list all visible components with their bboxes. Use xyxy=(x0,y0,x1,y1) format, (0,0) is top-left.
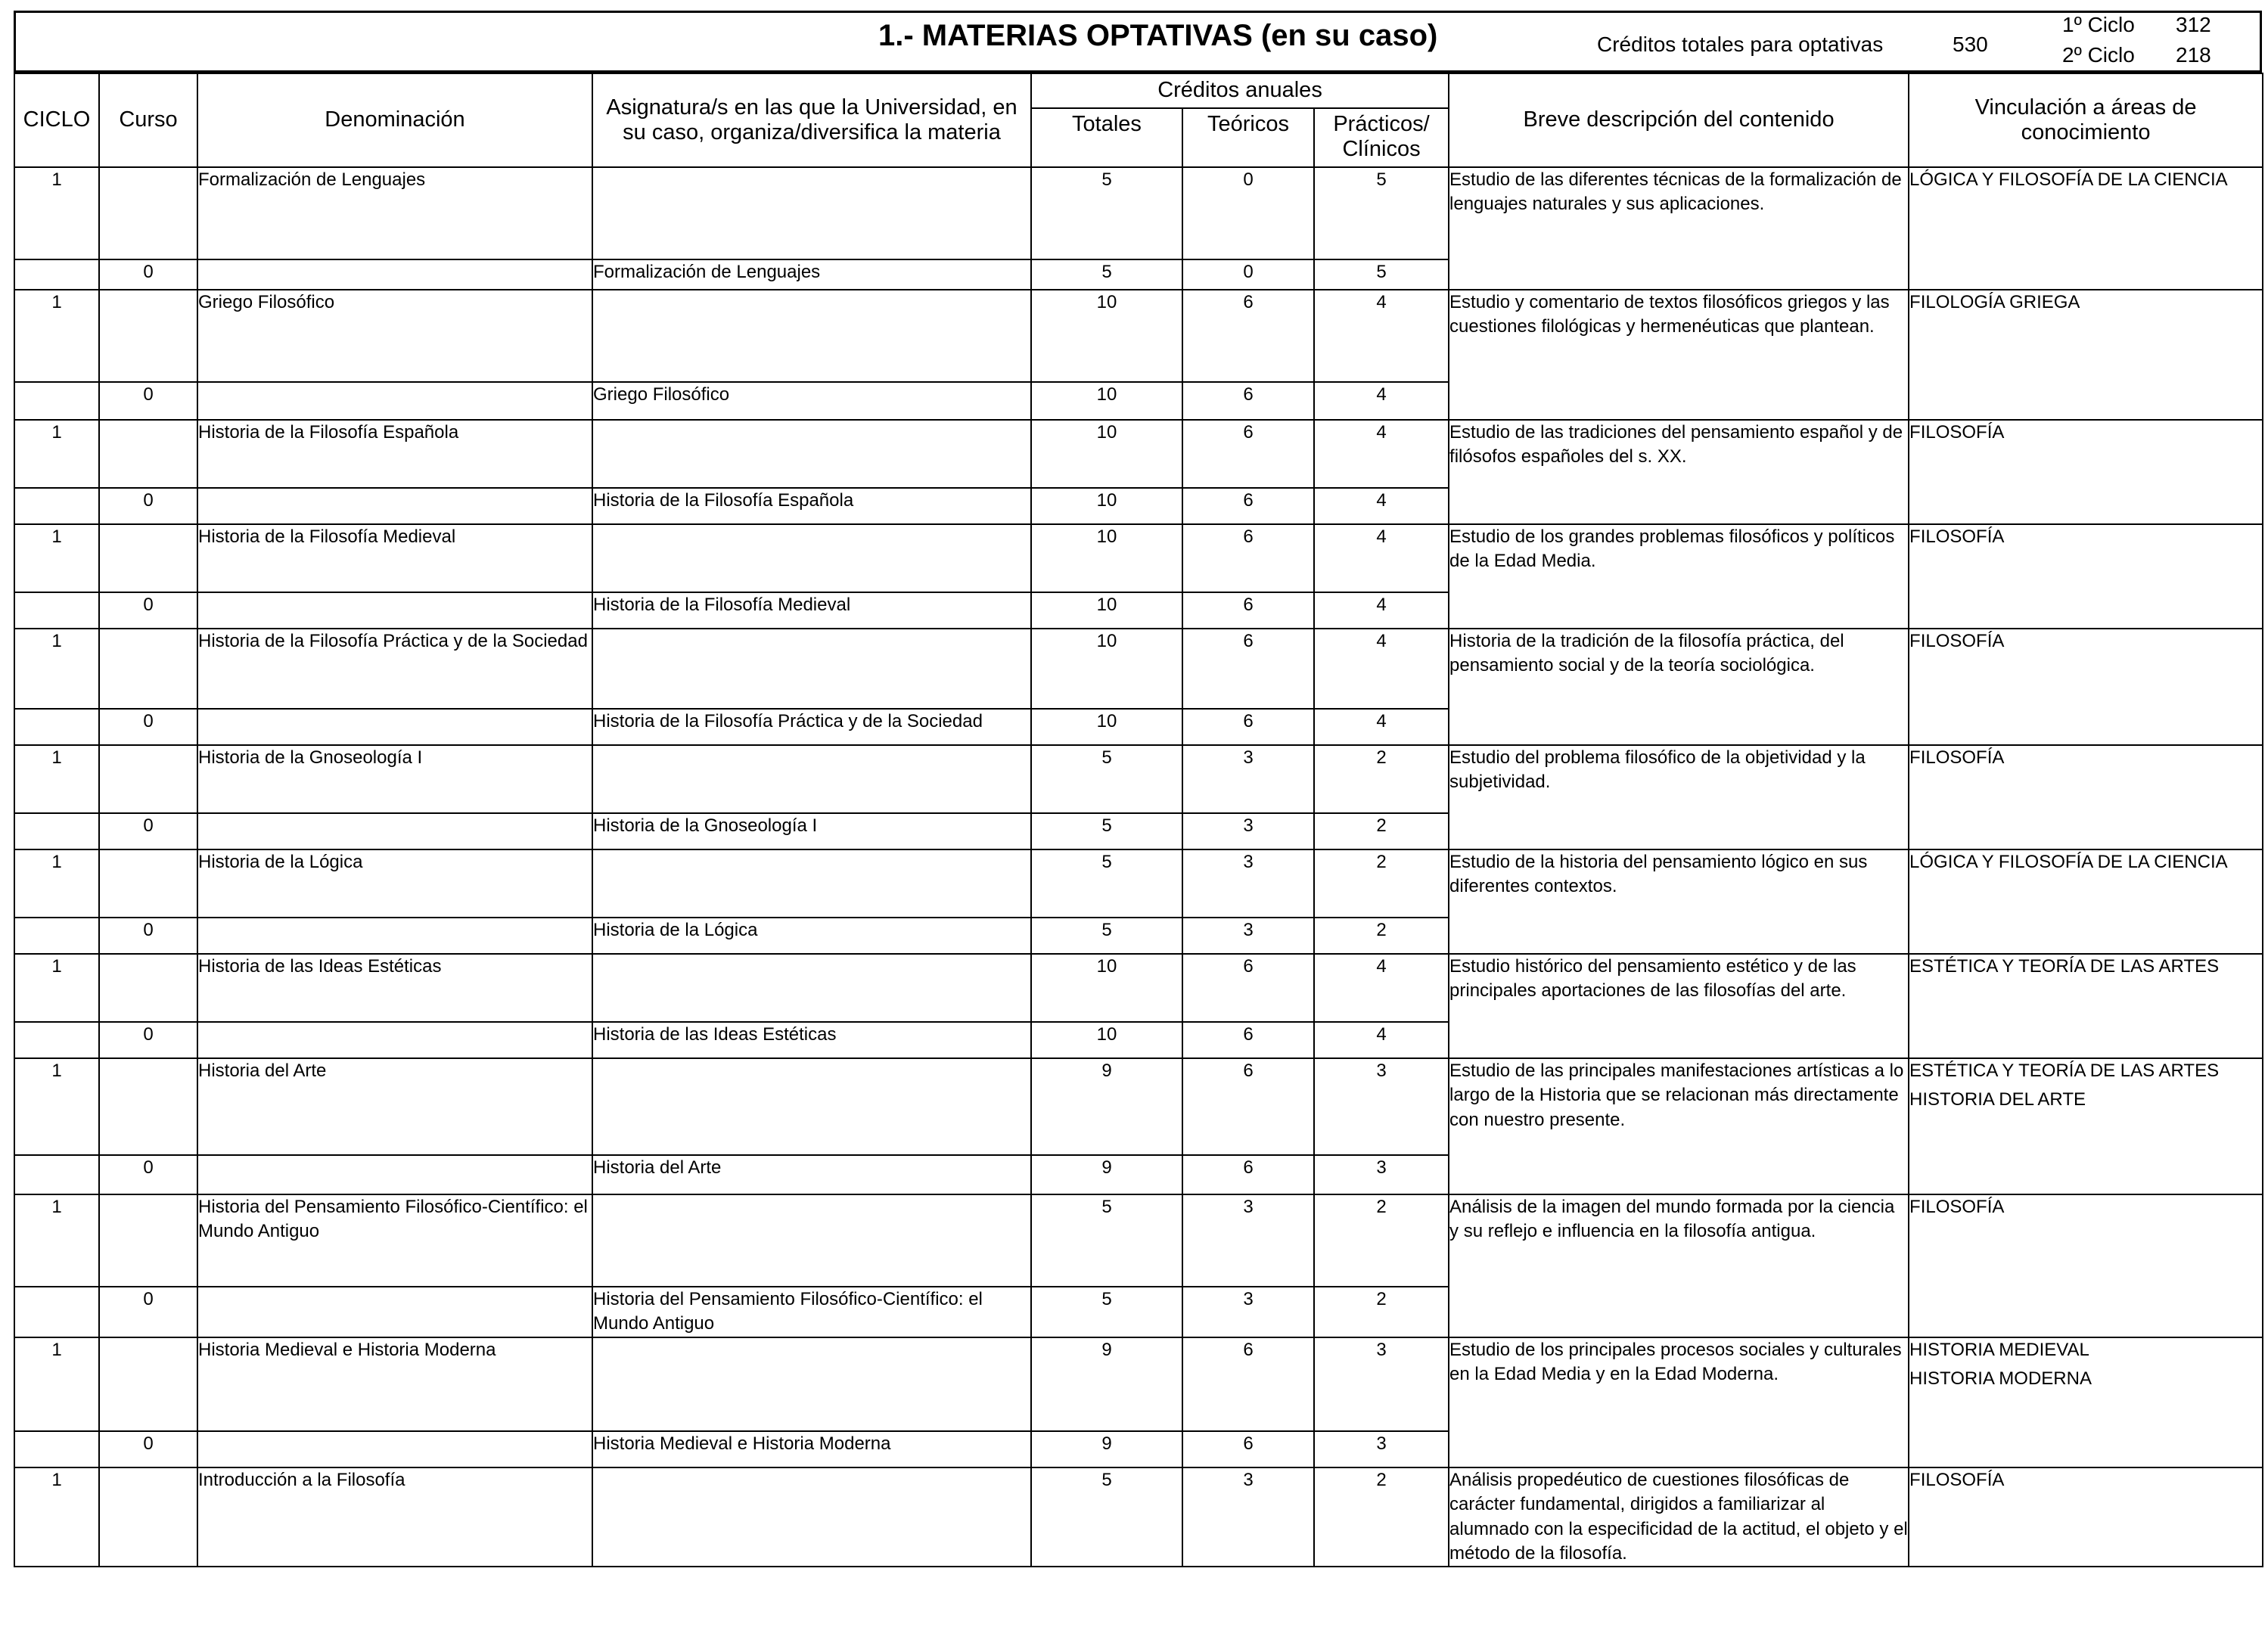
cell-totales: 10 xyxy=(1031,524,1182,592)
cell-sub-teoricos: 6 xyxy=(1182,1022,1314,1058)
cell-curso: 0 xyxy=(99,918,197,954)
cell-totales: 9 xyxy=(1031,1058,1182,1155)
cell-denominacion: Historia de la Filosofía Española xyxy=(197,420,592,488)
cell-ciclo: 1 xyxy=(14,420,99,488)
cell-curso: 0 xyxy=(99,1287,197,1337)
cell-sub-totales: 5 xyxy=(1031,1287,1182,1337)
table-row xyxy=(14,167,2263,259)
cell-curso-empty xyxy=(99,849,197,918)
cell-asignatura-empty xyxy=(592,1058,1031,1155)
cell-denominacion: Formalización de Lenguajes xyxy=(197,167,592,259)
area-name: FILOSOFÍA xyxy=(1909,631,2005,651)
cell-denominacion: Historia de la Gnoseología I xyxy=(197,745,592,813)
cell-sub-totales: 9 xyxy=(1031,1155,1182,1194)
cell-curso-empty xyxy=(99,1194,197,1287)
cell-curso: 0 xyxy=(99,488,197,524)
cell-descripcion: Análisis propedéutico de cuestiones filosóficas de carácter fundamental, dirigidos a familiarizar al alumnado con la especificidad de la actitud, el objeto y el método de la filosofía. xyxy=(1449,1467,1909,1567)
cell-denominacion-empty xyxy=(197,1155,592,1194)
cell-curso: 0 xyxy=(99,382,197,420)
cell-curso-empty xyxy=(99,629,197,709)
cell-ciclo-empty xyxy=(14,918,99,954)
ciclo1-value: 312 xyxy=(2176,13,2211,36)
cell-asignatura: Formalización de Lenguajes xyxy=(592,259,1031,290)
cell-vinculacion xyxy=(1909,1058,2263,1194)
cell-denominacion: Historia del Arte xyxy=(197,1058,592,1155)
cell-curso: 0 xyxy=(99,1155,197,1194)
cell-sub-practicos: 4 xyxy=(1314,382,1449,420)
cell-denominacion: Historia Medieval e Historia Moderna xyxy=(197,1337,592,1431)
cell-practicos: 4 xyxy=(1314,629,1449,709)
cell-vinculacion xyxy=(1909,629,2263,745)
cell-denominacion-empty xyxy=(197,1431,592,1467)
cell-vinculacion xyxy=(1909,290,2263,420)
cell-curso: 0 xyxy=(99,1022,197,1058)
cell-ciclo-empty xyxy=(14,259,99,290)
cell-descripcion: Estudio de las tradiciones del pensamiento español y de filósofos españoles del s. XX. xyxy=(1449,420,1909,524)
cell-sub-teoricos: 0 xyxy=(1182,259,1314,290)
cell-descripcion: Estudio del problema filosófico de la objetividad y la subjetividad. xyxy=(1449,745,1909,849)
table-row xyxy=(14,1467,2263,1567)
header-band xyxy=(14,11,2262,73)
cell-ciclo: 1 xyxy=(14,1058,99,1155)
cell-curso-empty xyxy=(99,1058,197,1155)
cell-curso-empty xyxy=(99,1337,197,1431)
cell-sub-practicos: 4 xyxy=(1314,488,1449,524)
ciclo1-label: 1º Ciclo xyxy=(2062,13,2135,36)
cell-denominacion-empty xyxy=(197,813,592,849)
cell-vinculacion xyxy=(1909,849,2263,954)
cell-totales: 5 xyxy=(1031,745,1182,813)
cell-denominacion-empty xyxy=(197,259,592,290)
area-name: FILOSOFÍA xyxy=(1909,1197,2005,1217)
cell-sub-totales: 9 xyxy=(1031,1431,1182,1467)
cell-descripcion: Análisis de la imagen del mundo formada por la ciencia y su reflejo e influencia en la filosofía antigua. xyxy=(1449,1194,1909,1337)
cell-teoricos: 3 xyxy=(1182,745,1314,813)
cell-asignatura: Griego Filosófico xyxy=(592,382,1031,420)
area-name: FILOSOFÍA xyxy=(1909,1469,2005,1490)
cell-vinculacion xyxy=(1909,954,2263,1058)
cell-curso-empty xyxy=(99,745,197,813)
creditos-totales-value: 530 xyxy=(1953,33,1988,56)
cell-asignatura-empty xyxy=(592,524,1031,592)
table-row xyxy=(14,524,2263,592)
cell-asignatura-empty xyxy=(592,954,1031,1022)
area-name: FILOSOFÍA xyxy=(1909,526,2005,547)
cell-curso-empty xyxy=(99,420,197,488)
cell-ciclo: 1 xyxy=(14,167,99,259)
ciclo2-label: 2º Ciclo xyxy=(2062,43,2135,67)
area-name: HISTORIA MEDIEVAL xyxy=(1909,1339,2089,1360)
cell-totales: 10 xyxy=(1031,629,1182,709)
area-name: FILOLOGÍA GRIEGA xyxy=(1909,292,2080,312)
cell-curso: 0 xyxy=(99,709,197,745)
cell-vinculacion xyxy=(1909,167,2263,290)
cell-asignatura: Historia Medieval e Historia Moderna xyxy=(592,1431,1031,1467)
cell-sub-teoricos: 6 xyxy=(1182,382,1314,420)
cell-asignatura-empty xyxy=(592,1337,1031,1431)
cell-ciclo: 1 xyxy=(14,1467,99,1567)
cell-denominacion-empty xyxy=(197,1287,592,1337)
cell-asignatura-empty xyxy=(592,1194,1031,1287)
cell-curso: 0 xyxy=(99,1431,197,1467)
col-asignatura: Asignatura/s en las que la Universidad, en su caso, organiza/diversifica la materia xyxy=(592,73,1031,167)
cell-practicos: 3 xyxy=(1314,1058,1449,1155)
cell-descripcion: Historia de la tradición de la filosofía práctica, del pensamiento social y de la teoría sociológica. xyxy=(1449,629,1909,745)
cell-sub-practicos: 4 xyxy=(1314,1022,1449,1058)
cell-sub-totales: 10 xyxy=(1031,709,1182,745)
cell-asignatura: Historia de la Filosofía Práctica y de la Sociedad xyxy=(592,709,1031,745)
cell-practicos: 4 xyxy=(1314,420,1449,488)
cell-descripcion: Estudio y comentario de textos filosóficos griegos y las cuestiones filológicas y hermenéuticas que plantean. xyxy=(1449,290,1909,420)
cell-curso-empty xyxy=(99,524,197,592)
cell-totales: 10 xyxy=(1031,290,1182,382)
table-row xyxy=(14,849,2263,918)
col-ciclo: CICLO xyxy=(14,73,99,167)
cell-teoricos: 3 xyxy=(1182,849,1314,918)
cell-practicos: 2 xyxy=(1314,1194,1449,1287)
cell-teoricos: 6 xyxy=(1182,524,1314,592)
cell-practicos: 3 xyxy=(1314,1337,1449,1431)
table-row xyxy=(14,1194,2263,1287)
cell-teoricos: 6 xyxy=(1182,954,1314,1022)
cell-asignatura-empty xyxy=(592,629,1031,709)
table-row xyxy=(14,954,2263,1022)
cell-teoricos: 0 xyxy=(1182,167,1314,259)
cell-ciclo: 1 xyxy=(14,1194,99,1287)
cell-sub-teoricos: 3 xyxy=(1182,813,1314,849)
cell-descripcion: Estudio de las principales manifestaciones artísticas a lo largo de la Historia que se relacionan más directamente con nuestro presente. xyxy=(1449,1058,1909,1194)
cell-teoricos: 3 xyxy=(1182,1467,1314,1567)
cell-asignatura: Historia del Arte xyxy=(592,1155,1031,1194)
cell-sub-totales: 10 xyxy=(1031,1022,1182,1058)
area-name: ESTÉTICA Y TEORÍA DE LAS ARTES xyxy=(1909,956,2220,977)
cell-curso-empty xyxy=(99,954,197,1022)
col-vinculacion: Vinculación a áreas de conocimiento xyxy=(1909,73,2263,167)
cell-teoricos: 6 xyxy=(1182,1058,1314,1155)
cell-sub-totales: 5 xyxy=(1031,813,1182,849)
cell-sub-totales: 10 xyxy=(1031,592,1182,629)
cell-asignatura-empty xyxy=(592,167,1031,259)
cell-teoricos: 6 xyxy=(1182,629,1314,709)
cell-vinculacion xyxy=(1909,745,2263,849)
cell-practicos: 4 xyxy=(1314,954,1449,1022)
cell-vinculacion xyxy=(1909,524,2263,629)
cell-sub-teoricos: 3 xyxy=(1182,918,1314,954)
cell-denominacion-empty xyxy=(197,1022,592,1058)
cell-asignatura: Historia del Pensamiento Filosófico-Científico: el Mundo Antiguo xyxy=(592,1287,1031,1337)
cell-vinculacion xyxy=(1909,1337,2263,1467)
cell-ciclo: 1 xyxy=(14,849,99,918)
cell-asignatura-empty xyxy=(592,1467,1031,1567)
cell-descripcion: Estudio de los grandes problemas filosóficos y políticos de la Edad Media. xyxy=(1449,524,1909,629)
table-row xyxy=(14,629,2263,709)
cell-practicos: 2 xyxy=(1314,745,1449,813)
cell-teoricos: 3 xyxy=(1182,1194,1314,1287)
cell-asignatura: Historia de la Filosofía Española xyxy=(592,488,1031,524)
document-page xyxy=(14,11,2262,1637)
cell-denominacion: Griego Filosófico xyxy=(197,290,592,382)
cell-totales: 10 xyxy=(1031,420,1182,488)
cell-sub-totales: 5 xyxy=(1031,918,1182,954)
materias-table xyxy=(14,73,2263,1567)
table-row xyxy=(14,290,2263,382)
cell-sub-practicos: 4 xyxy=(1314,592,1449,629)
cell-sub-practicos: 2 xyxy=(1314,918,1449,954)
area-name: FILOSOFÍA xyxy=(1909,747,2005,768)
cell-sub-practicos: 3 xyxy=(1314,1431,1449,1467)
cell-practicos: 4 xyxy=(1314,524,1449,592)
cell-sub-teoricos: 6 xyxy=(1182,1431,1314,1467)
col-descripcion: Breve descripción del contenido xyxy=(1449,73,1909,167)
cell-curso-empty xyxy=(99,290,197,382)
cell-asignatura: Historia de la Gnoseología I xyxy=(592,813,1031,849)
cell-denominacion: Historia de la Filosofía Medieval xyxy=(197,524,592,592)
cell-curso: 0 xyxy=(99,813,197,849)
cell-totales: 5 xyxy=(1031,167,1182,259)
area-name: LÓGICA Y FILOSOFÍA DE LA CIENCIA xyxy=(1909,169,2228,190)
cell-sub-totales: 10 xyxy=(1031,488,1182,524)
ciclo2-value: 218 xyxy=(2176,43,2211,67)
cell-sub-teoricos: 6 xyxy=(1182,709,1314,745)
cell-curso: 0 xyxy=(99,592,197,629)
cell-ciclo: 1 xyxy=(14,629,99,709)
cell-practicos: 2 xyxy=(1314,849,1449,918)
cell-ciclo-empty xyxy=(14,1287,99,1337)
cell-denominacion: Historia de la Filosofía Práctica y de la Sociedad xyxy=(197,629,592,709)
col-practicos: Prácticos/ Clínicos xyxy=(1314,108,1449,167)
cell-curso: 0 xyxy=(99,259,197,290)
cell-denominacion-empty xyxy=(197,592,592,629)
cell-descripcion: Estudio de los principales procesos sociales y culturales en la Edad Media y en la Edad Moderna. xyxy=(1449,1337,1909,1467)
cell-sub-teoricos: 3 xyxy=(1182,1287,1314,1337)
cell-curso-empty xyxy=(99,1467,197,1567)
area-name: LÓGICA Y FILOSOFÍA DE LA CIENCIA xyxy=(1909,852,2228,872)
cell-ciclo: 1 xyxy=(14,290,99,382)
cell-teoricos: 6 xyxy=(1182,290,1314,382)
cell-vinculacion xyxy=(1909,420,2263,524)
cell-asignatura-empty xyxy=(592,745,1031,813)
cell-totales: 5 xyxy=(1031,849,1182,918)
cell-asignatura: Historia de las Ideas Estéticas xyxy=(592,1022,1031,1058)
page-title: 1.- MATERIAS OPTATIVAS (en su caso) xyxy=(878,19,1438,52)
cell-denominacion: Introducción a la Filosofía xyxy=(197,1467,592,1567)
area-name: HISTORIA DEL ARTE xyxy=(1909,1089,2086,1110)
cell-totales: 5 xyxy=(1031,1467,1182,1567)
cell-asignatura-empty xyxy=(592,290,1031,382)
cell-sub-teoricos: 6 xyxy=(1182,1155,1314,1194)
cell-totales: 5 xyxy=(1031,1194,1182,1287)
cell-teoricos: 6 xyxy=(1182,1337,1314,1431)
cell-practicos: 5 xyxy=(1314,167,1449,259)
cell-ciclo: 1 xyxy=(14,524,99,592)
cell-ciclo-empty xyxy=(14,592,99,629)
table-row xyxy=(14,420,2263,488)
cell-sub-practicos: 2 xyxy=(1314,813,1449,849)
creditos-totales-label: Créditos totales para optativas xyxy=(1597,33,1884,56)
cell-denominacion: Historia del Pensamiento Filosófico-Científico: el Mundo Antiguo xyxy=(197,1194,592,1287)
cell-ciclo: 1 xyxy=(14,954,99,1022)
cell-denominacion-empty xyxy=(197,488,592,524)
cell-ciclo-empty xyxy=(14,1431,99,1467)
area-name: HISTORIA MODERNA xyxy=(1909,1368,2092,1390)
col-curso: Curso xyxy=(99,73,197,167)
col-teoricos: Teóricos xyxy=(1182,108,1314,167)
cell-sub-totales: 5 xyxy=(1031,259,1182,290)
cell-ciclo: 1 xyxy=(14,1337,99,1431)
cell-practicos: 2 xyxy=(1314,1467,1449,1567)
cell-asignatura-empty xyxy=(592,849,1031,918)
cell-sub-practicos: 5 xyxy=(1314,259,1449,290)
cell-asignatura-empty xyxy=(592,420,1031,488)
cell-descripcion: Estudio de la historia del pensamiento lógico en sus diferentes contextos. xyxy=(1449,849,1909,954)
table-body xyxy=(14,167,2263,1567)
cell-ciclo-empty xyxy=(14,1155,99,1194)
area-name: ESTÉTICA Y TEORÍA DE LAS ARTES xyxy=(1909,1061,2220,1081)
cell-practicos: 4 xyxy=(1314,290,1449,382)
cell-sub-totales: 10 xyxy=(1031,382,1182,420)
cell-totales: 10 xyxy=(1031,954,1182,1022)
cell-sub-teoricos: 6 xyxy=(1182,488,1314,524)
cell-sub-practicos: 3 xyxy=(1314,1155,1449,1194)
cell-descripcion: Estudio histórico del pensamiento estético y de las principales aportaciones de las filosofías del arte. xyxy=(1449,954,1909,1058)
area-name: FILOSOFÍA xyxy=(1909,422,2005,443)
cell-teoricos: 6 xyxy=(1182,420,1314,488)
cell-vinculacion xyxy=(1909,1194,2263,1337)
cell-ciclo-empty xyxy=(14,813,99,849)
cell-descripcion: Estudio de las diferentes técnicas de la formalización de lenguajes naturales y sus aplicaciones. xyxy=(1449,167,1909,290)
cell-sub-practicos: 4 xyxy=(1314,709,1449,745)
cell-ciclo-empty xyxy=(14,1022,99,1058)
cell-asignatura: Historia de la Lógica xyxy=(592,918,1031,954)
col-denominacion: Denominación xyxy=(197,73,592,167)
cell-ciclo-empty xyxy=(14,709,99,745)
cell-ciclo-empty xyxy=(14,382,99,420)
cell-totales: 9 xyxy=(1031,1337,1182,1431)
cell-denominacion-empty xyxy=(197,709,592,745)
cell-asignatura: Historia de la Filosofía Medieval xyxy=(592,592,1031,629)
cell-ciclo-empty xyxy=(14,488,99,524)
table-row xyxy=(14,1058,2263,1155)
cell-curso-empty xyxy=(99,167,197,259)
cell-ciclo: 1 xyxy=(14,745,99,813)
cell-vinculacion xyxy=(1909,1467,2263,1567)
table-row xyxy=(14,1337,2263,1431)
cell-denominacion: Historia de la Lógica xyxy=(197,849,592,918)
cell-denominacion: Historia de las Ideas Estéticas xyxy=(197,954,592,1022)
cell-denominacion-empty xyxy=(197,382,592,420)
table-row xyxy=(14,745,2263,813)
col-creditos-anuales: Créditos anuales xyxy=(1031,73,1449,108)
cell-sub-practicos: 2 xyxy=(1314,1287,1449,1337)
col-totales: Totales xyxy=(1031,108,1182,167)
cell-sub-teoricos: 6 xyxy=(1182,592,1314,629)
cell-denominacion-empty xyxy=(197,918,592,954)
